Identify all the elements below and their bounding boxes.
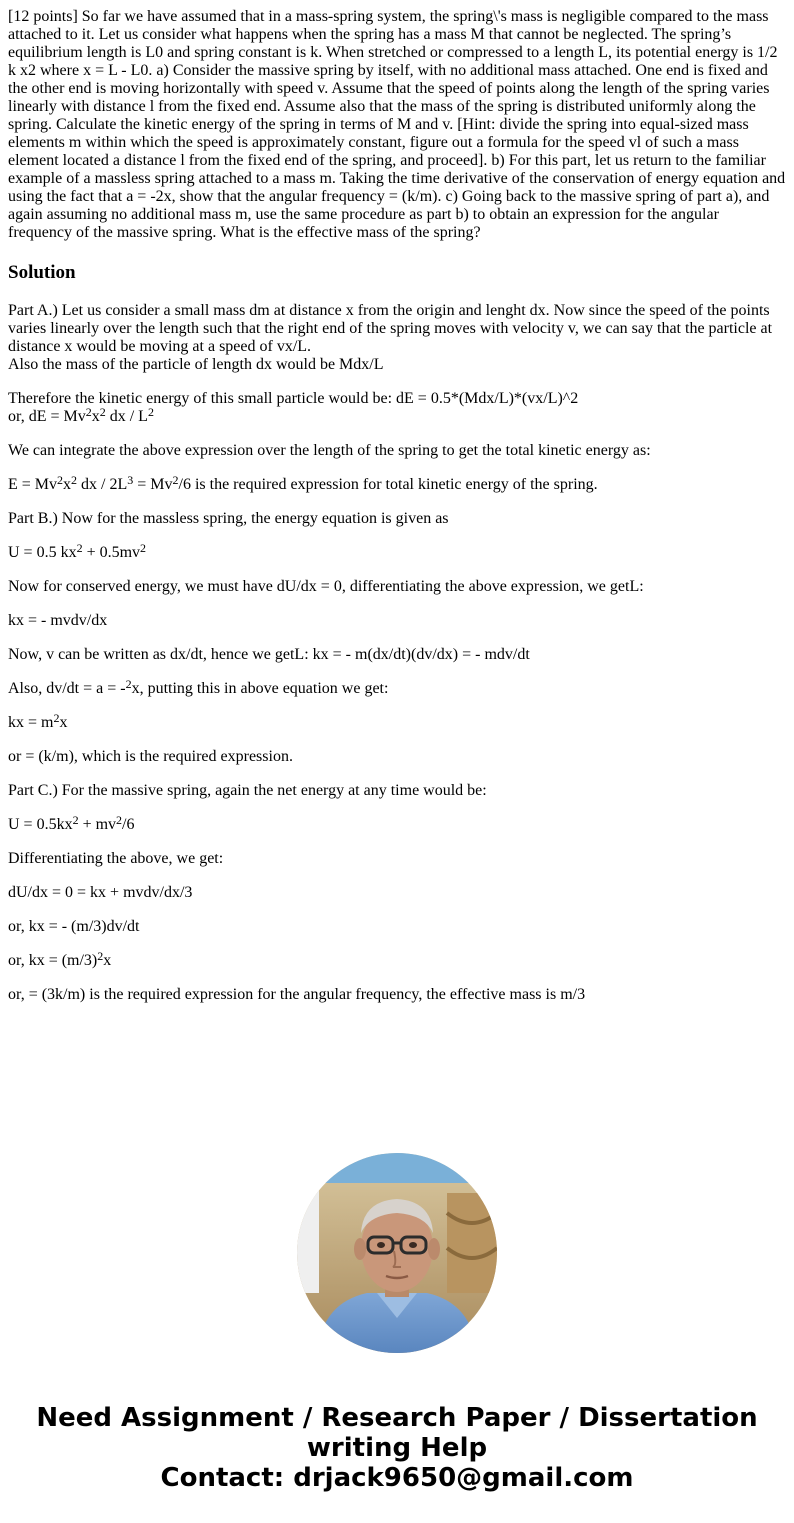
part-a-ke-line2: or, dE = $Mv^2x^2$ dx / $L^2$ (8, 405, 154, 425)
part-a-intro (8, 302, 786, 374)
solution-heading: Solution (8, 262, 76, 283)
footer-contact-banner (0, 1403, 794, 1493)
part-b-equation-2: kx = - mvdv/dx (8, 612, 108, 629)
part-a-intro-line1: Part A.) Let us consider a small mass dm at distance x from the origin and lenght dx. Now since the speed of the points varies linearly over the length such that the right end of the spring moves with velocity v, we can say that the particle at distance x would be moving at a speed of vx/L. (8, 302, 773, 355)
footer-line-2: writing Help (306, 1433, 488, 1463)
part-b-equation-3: Now, v can be written as dx/dt, hence we getL: kx = - m(dx/dt)(dv/dx) = - mdv/dt (8, 646, 530, 663)
part-b-energy-equation: U = 0.5 $kx^2 + 0.5mv^2$ (8, 541, 147, 561)
part-a-result: $E = Mv^2x^2$ dx / $2L^3 = Mv^2/6$ is the required expression for total kinetic energy of the spring. (8, 473, 598, 493)
part-c-intro: Part C.) For the massive spring, again the net energy at any time would be: (8, 782, 487, 799)
question-text: [12 points] So far we have assumed that in a mass-spring system, the spring\'s mass is negligible compared to the mass attached to it. Let us consider what happens when the spring has a mass M that cannot be neglected. The spring’s equilibrium length is L0 and spring constant is k. When stretched or compressed to a length L, its potential energy is 1/2 k x2 where x = L - L0. a) Consider the massive spring by itself, with no additional mass attached. One end is fixed and the other end is moving horizontally with speed v. Assume that the speed of points along the length of the spring varies linearly with distance l from the fixed end. Assume also that the mass of the spring is distributed uniformly along the spring. Calculate the kinetic energy of the spring in terms of M and v. [Hint: divide the spring into equal-sized mass elements m within which the speed is approximately constant, figure out a formula for the speed vl of such a mass element located a distance l from the fixed end of the spring, and proceed]. b) For this part, let us return to the familiar example of a massless spring attached to a mass m. Taking the time derivative of the conservation of energy equation and using the fact that a = -2x, show that the angular frequency = (k/m). c) Going back to the massive spring of part a), and again assuming no additional mass m, use the same procedure as part b) to obtain an expression for the angular frequency of the massive spring. What is the effective mass of the spring? (8, 8, 786, 241)
author-photo (297, 1153, 497, 1353)
footer-line-1: Need Assignment / Research Paper / Dissertation (36, 1403, 758, 1433)
part-c-equation-2: dU/dx = 0 = kx + mvdv/dx/3 (8, 884, 193, 901)
part-b-intro: Part B.) Now for the massless spring, the energy equation is given as (8, 510, 449, 527)
part-b-equation-5: kx = $m^2x$ (8, 711, 68, 731)
part-c-energy-equation: $U = 0.5kx^2 + mv^2/6$ (8, 813, 135, 833)
part-a-integrate-text: We can integrate the above expression over the length of the spring to get the total kinetic energy as: (8, 442, 651, 459)
part-b-equation-4: Also, dv/dt = a = -$^2$x, putting this in above equation we get: (8, 677, 389, 697)
part-c-equation-4: or, kx = $(m/3)^2x$ (8, 949, 112, 969)
avatar (297, 1153, 497, 1353)
part-a-intro-line2: Also the mass of the particle of length dx would be Mdx/L (8, 356, 384, 373)
part-a-ke-line1: Therefore the kinetic energy of this small particle would be: dE = 0.5*(Mdx/L)*(vx/L)^2 (8, 390, 579, 407)
footer-contact-email: Contact: drjack9650@gmail.com (160, 1463, 634, 1493)
part-c-equation-3: or, kx = - (m/3)dv/dt (8, 918, 140, 935)
part-a-kinetic-energy (8, 390, 786, 426)
part-b-conserve-text: Now for conserved energy, we must have dU/dx = 0, differentiating the above expression, we getL: (8, 578, 644, 595)
part-b-result: or = (k/m), which is the required expression. (8, 748, 293, 765)
part-c-result: or, = (3k/m) is the required expression for the angular frequency, the effective mass is m/3 (8, 986, 586, 1003)
part-c-differentiate-text: Differentiating the above, we get: (8, 850, 224, 867)
